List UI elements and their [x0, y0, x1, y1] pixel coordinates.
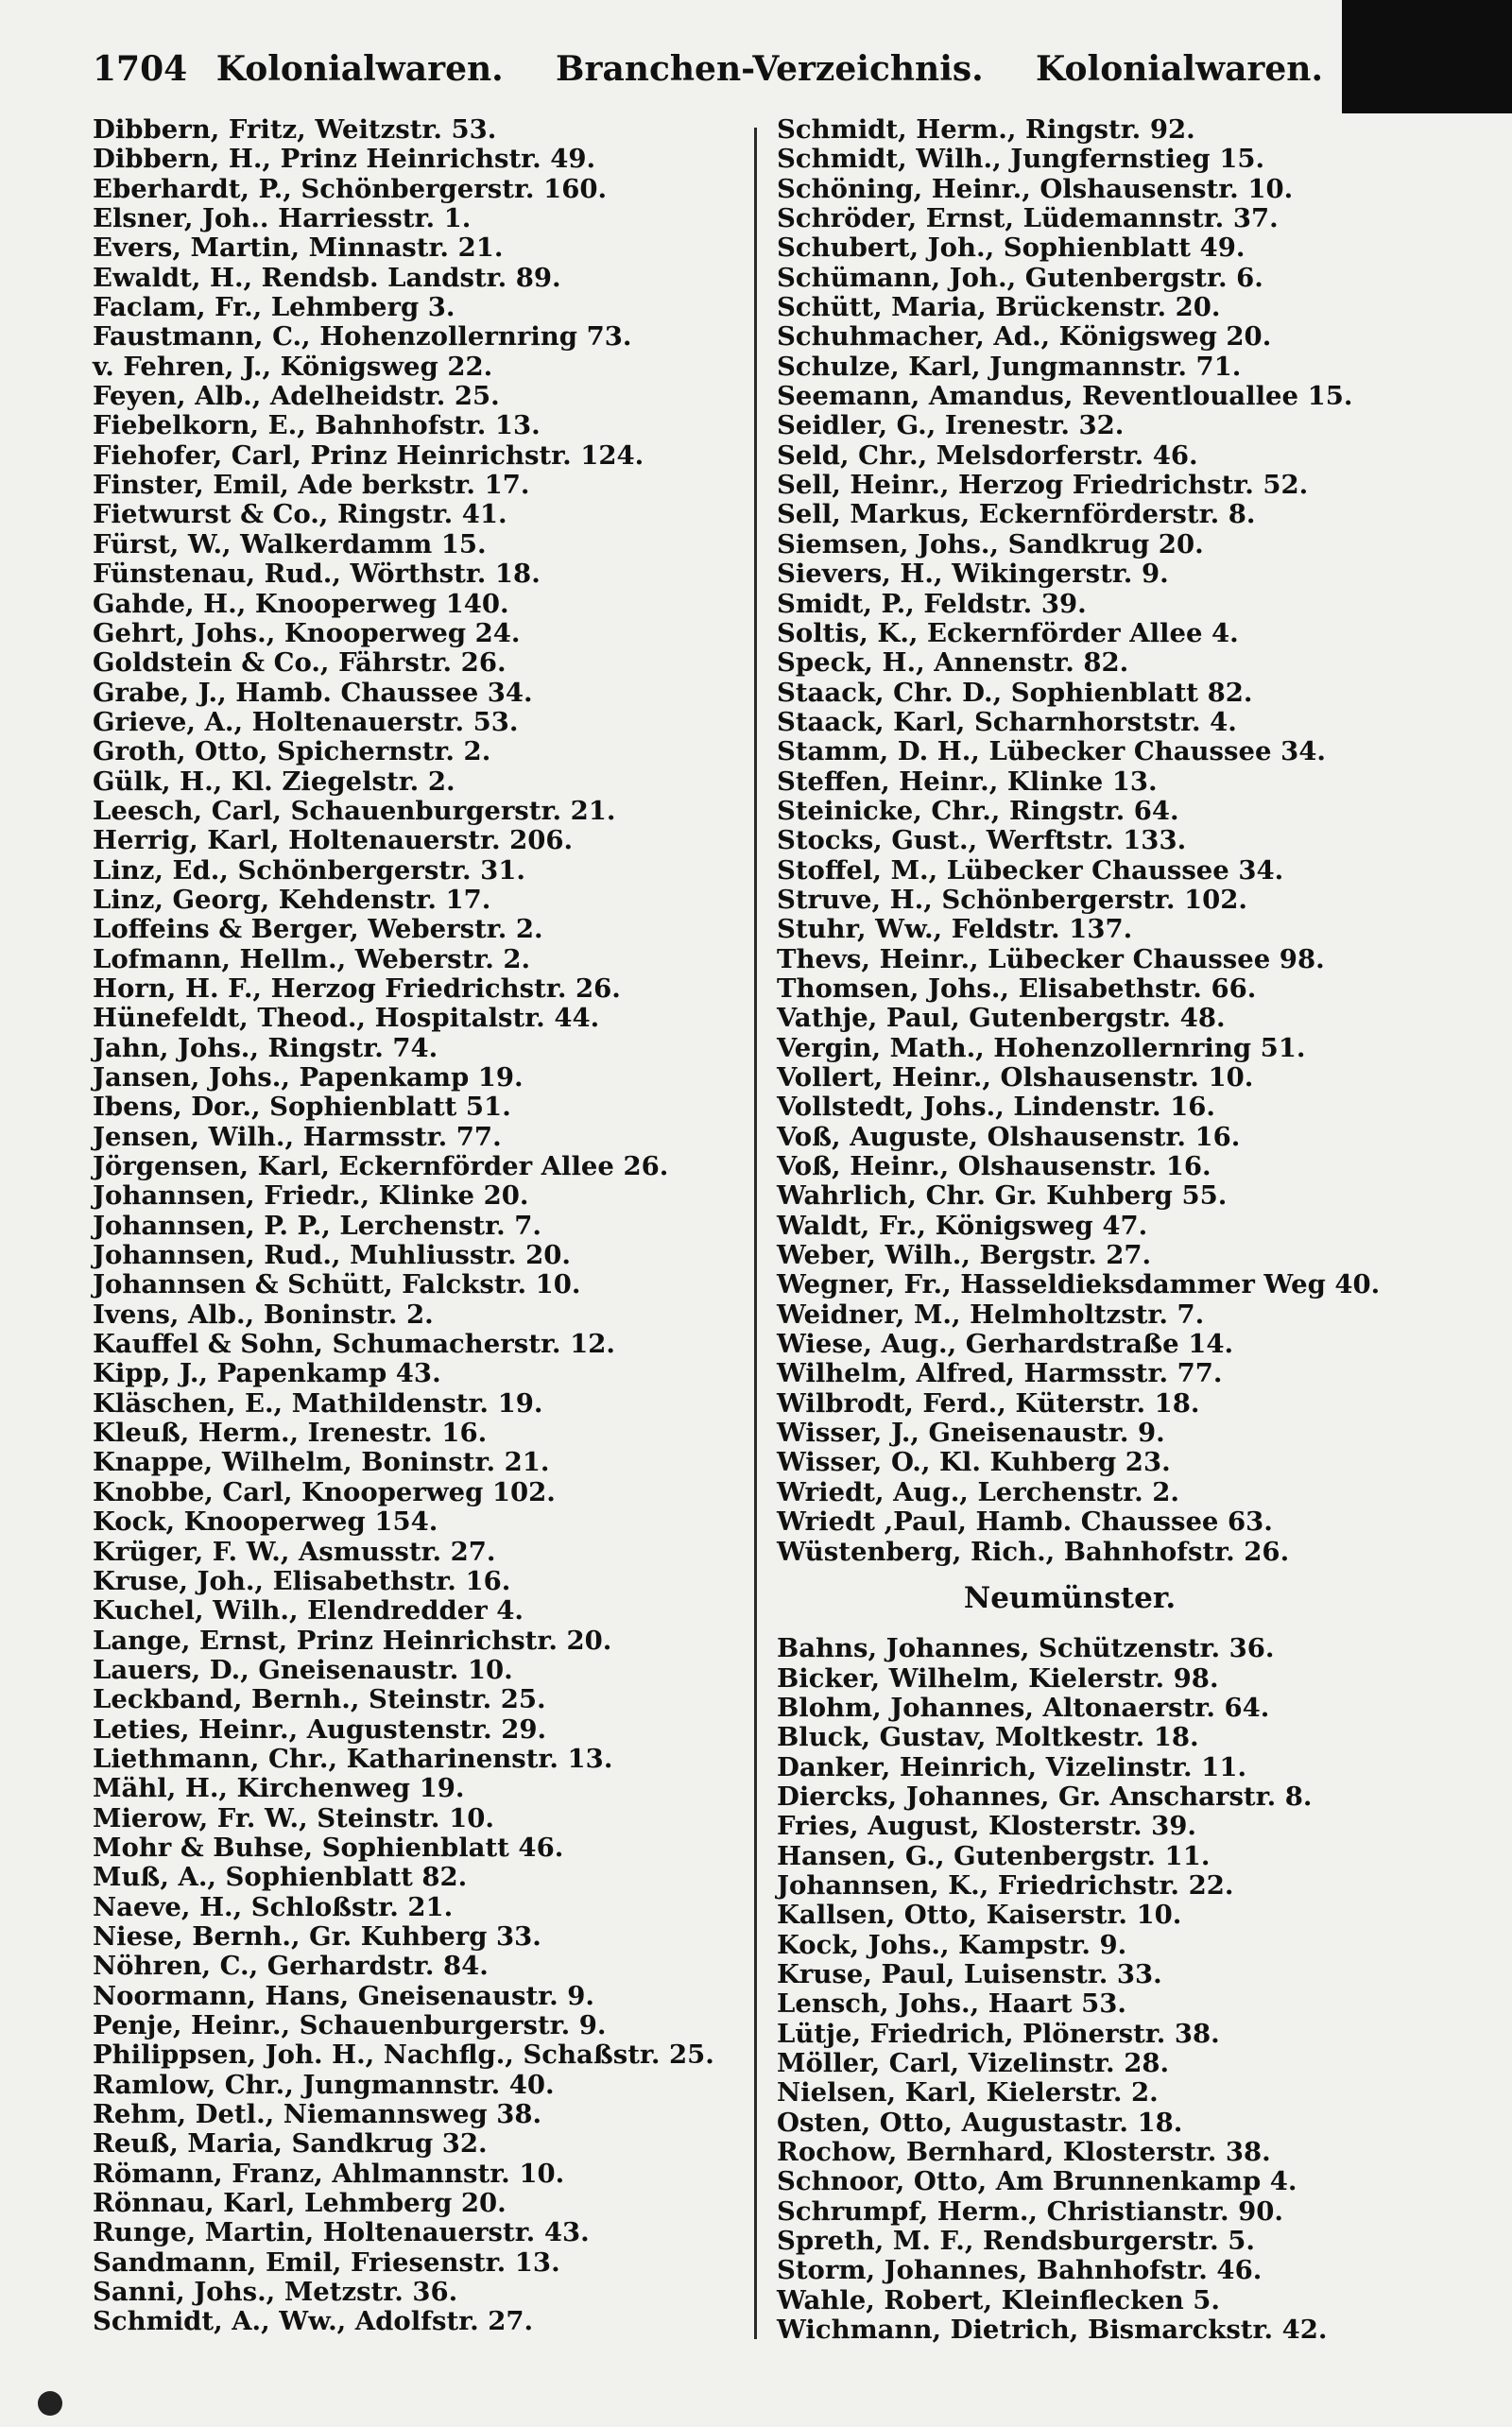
directory-entry: Soltis, K., Eckernförder Allee 4. [777, 617, 1239, 648]
directory-entry: Rehm, Detl., Niemannsweg 38. [93, 2099, 542, 2130]
directory-entry: Kuchel, Wilh., Elendredder 4. [93, 1595, 524, 1627]
directory-entry: Goldstein & Co., Fährstr. 26. [93, 647, 507, 679]
directory-entry: Jörgensen, Karl, Eckernförder Allee 26. [93, 1151, 669, 1182]
directory-entry: Knobbe, Carl, Knooperweg 102. [93, 1476, 556, 1507]
directory-entry: Rönnau, Karl, Lehmberg 20. [93, 2188, 507, 2219]
directory-entry: Schmidt, A., Ww., Adolfstr. 27. [93, 2306, 534, 2337]
directory-entry: Gülk, H., Kl. Ziegelstr. 2. [93, 766, 455, 797]
directory-entry: Schöning, Heinr., Olshausenstr. 10. [777, 173, 1294, 204]
directory-entry: Wilhelm, Alfred, Harmsstr. 77. [777, 1358, 1223, 1389]
directory-entry: Schütt, Maria, Brückenstr. 20. [777, 292, 1221, 323]
directory-entry: Ramlow, Chr., Jungmannstr. 40. [93, 2069, 555, 2100]
directory-entry: Wisser, O., Kl. Kuhberg 23. [777, 1447, 1171, 1478]
directory-entry: Wriedt, Aug., Lerchenstr. 2. [777, 1476, 1179, 1507]
directory-entry: Schulze, Karl, Jungmannstr. 71. [777, 351, 1242, 382]
directory-entry: Niese, Bernh., Gr. Kuhberg 33. [93, 1920, 541, 1952]
directory-entry: Seld, Chr., Melsdorferstr. 46. [777, 439, 1198, 471]
directory-entry: Schubert, Joh., Sophienblatt 49. [777, 232, 1246, 264]
directory-entry: Grabe, J., Hamb. Chaussee 34. [93, 677, 533, 708]
directory-entry: Philippsen, Joh. H., Nachflg., Schaßstr. 25. [93, 2040, 714, 2071]
directory-entry: Elsner, Joh.. Harriesstr. 1. [93, 203, 472, 234]
directory-entry: Struve, H., Schönbergerstr. 102. [777, 884, 1248, 915]
directory-entry: Smidt, P., Feldstr. 39. [777, 588, 1087, 619]
directory-entry: Herrig, Karl, Holtenauerstr. 206. [93, 825, 574, 856]
header-left [93, 49, 504, 89]
directory-entry: Groth, Otto, Spichernstr. 2. [93, 736, 491, 767]
column-divider [754, 128, 757, 2339]
directory-entry: Römann, Franz, Ahlmannstr. 10. [93, 2158, 565, 2189]
directory-entry: Naeve, H., Schloßstr. 21. [93, 1891, 454, 1922]
directory-entry: Gahde, H., Knooperweg 140. [93, 588, 509, 619]
directory-entry: Nöhren, C., Gerhardstr. 84. [93, 1951, 489, 1982]
directory-entry: Reuß, Maria, Sandkrug 32. [93, 2128, 488, 2160]
scan-edge [1342, 0, 1512, 113]
directory-entry: Wüstenberg, Rich., Bahnhofstr. 26. [777, 1536, 1290, 1567]
directory-entry: Johannsen, Rud., Muhliusstr. 20. [93, 1240, 572, 1271]
directory-entry: Kock, Johs., Kampstr. 9. [777, 1929, 1127, 1960]
directory-entry: Rochow, Bernhard, Klosterstr. 38. [777, 2137, 1271, 2168]
directory-entry: Mähl, H., Kirchenweg 19. [93, 1773, 465, 1804]
directory-entry: Steinicke, Chr., Ringstr. 64. [777, 795, 1179, 826]
directory-entry: Fünstenau, Rud., Wörthstr. 18. [93, 559, 541, 590]
directory-entry: Voß, Heinr., Olshausenstr. 16. [777, 1151, 1211, 1182]
directory-entry: Lange, Ernst, Prinz Heinrichstr. 20. [93, 1625, 612, 1656]
directory-entry: Nielsen, Karl, Kielerstr. 2. [777, 2077, 1159, 2109]
directory-entry: Thomsen, Johs., Elisabethstr. 66. [777, 973, 1257, 1004]
directory-entry: Gehrt, Johs., Knooperweg 24. [93, 617, 521, 648]
directory-entry: Leckband, Bernh., Steinstr. 25. [93, 1684, 546, 1715]
directory-entry: Finster, Emil, Ade berkstr. 17. [93, 470, 530, 501]
directory-entry: Ibens, Dor., Sophienblatt 51. [93, 1092, 511, 1123]
directory-entry: Schuhmacher, Ad., Königsweg 20. [777, 321, 1272, 353]
directory-entry: Weber, Wilh., Bergstr. 27. [777, 1240, 1152, 1271]
directory-entry: Knappe, Wilhelm, Boninstr. 21. [93, 1447, 550, 1478]
directory-entry: Kauffel & Sohn, Schumacherstr. 12. [93, 1329, 615, 1360]
directory-entry: Storm, Johannes, Bahnhofstr. 46. [777, 2255, 1263, 2286]
directory-entry: Bicker, Wilhelm, Kielerstr. 98. [777, 1662, 1219, 1694]
directory-entry: Vergin, Math., Hohenzollernring 51. [777, 1032, 1306, 1063]
directory-entry: Vathje, Paul, Gutenbergstr. 48. [777, 1003, 1226, 1034]
directory-entry: Linz, Georg, Kehdenstr. 17. [93, 884, 491, 915]
directory-entry: Seidler, G., Irenestr. 32. [777, 410, 1125, 441]
directory-entry: Sell, Heinr., Herzog Friedrichstr. 52. [777, 470, 1309, 501]
neumuenster-entries [777, 1634, 1363, 2345]
directory-entry: Wisser, J., Gneisenaustr. 9. [777, 1418, 1165, 1449]
directory-entry: v. Fehren, J., Königsweg 22. [93, 351, 493, 382]
left-column [93, 115, 754, 2337]
directory-entry: Wiese, Aug., Gerhardstraße 14. [777, 1329, 1234, 1360]
directory-entry: Kruse, Joh., Elisabethstr. 16. [93, 1565, 511, 1596]
directory-entry: Grieve, A., Holtenauerstr. 53. [93, 706, 519, 737]
directory-entry: Kock, Knooperweg 154. [93, 1506, 438, 1538]
directory-entry: Faustmann, C., Hohenzollernring 73. [93, 321, 632, 353]
directory-entry: Fries, August, Klosterstr. 39. [777, 1811, 1196, 1842]
directory-entry: Spreth, M. F., Rendsburgerstr. 5. [777, 2226, 1255, 2257]
directory-entry: Sanni, Johs., Metzstr. 36. [93, 2277, 458, 2308]
directory-entry: Staack, Chr. D., Sophienblatt 82. [777, 677, 1253, 708]
directory-entry: Liethmann, Chr., Katharinenstr. 13. [93, 1743, 613, 1774]
right-column [777, 114, 1381, 2346]
directory-entry: Muß, A., Sophienblatt 82. [93, 1862, 468, 1893]
directory-entry: Schröder, Ernst, Lüdemannstr. 37. [777, 203, 1279, 234]
directory-entry: Kleuß, Herm., Irenestr. 16. [93, 1418, 488, 1449]
directory-entry: Jensen, Wilh., Harmsstr. 77. [93, 1121, 502, 1152]
header-center-title: Branchen-Verzeichnis. [556, 49, 984, 89]
directory-entry: Danker, Heinrich, Vizelinstr. 11. [777, 1751, 1247, 1782]
directory-entry: Bahns, Johannes, Schützenstr. 36. [777, 1633, 1275, 1664]
directory-entry: Bluck, Gustav, Moltkestr. 18. [777, 1722, 1199, 1753]
directory-entry: Voß, Auguste, Olshausenstr. 16. [777, 1121, 1241, 1152]
directory-entry: Mohr & Buhse, Sophienblatt 46. [93, 1832, 564, 1863]
directory-entry: Stoffel, M., Lübecker Chaussee 34. [777, 854, 1284, 886]
right-column-entries [777, 114, 1381, 1567]
directory-entry: Steffen, Heinr., Klinke 13. [777, 766, 1158, 797]
directory-entry: Kipp, J., Papenkamp 43. [93, 1358, 441, 1389]
directory-entry: Siemsen, Johs., Sandkrug 20. [777, 528, 1204, 559]
directory-entry: Sievers, H., Wikingerstr. 9. [777, 559, 1169, 590]
directory-entry: Wriedt ,Paul, Hamb. Chaussee 63. [777, 1506, 1273, 1538]
directory-entry: Loffeins & Berger, Weberstr. 2. [93, 914, 543, 945]
directory-entry: Seemann, Amandus, Reventlouallee 15. [777, 381, 1353, 412]
directory-entry: Ivens, Alb., Boninstr. 2. [93, 1299, 434, 1330]
directory-entry: Fiebelkorn, E., Bahnhofstr. 13. [93, 410, 541, 441]
directory-entry: Lauers, D., Gneisenaustr. 10. [93, 1654, 513, 1685]
ink-spot [38, 2391, 62, 2416]
directory-entry: Dibbern, Fritz, Weitzstr. 53. [93, 114, 497, 145]
directory-entry: Schrumpf, Herm., Christianstr. 90. [777, 2195, 1283, 2227]
directory-entry: Hansen, G., Gutenbergstr. 11. [777, 1840, 1211, 1871]
directory-entry: Osten, Otto, Augustastr. 18. [777, 2107, 1183, 2138]
directory-entry: Waldt, Fr., Königsweg 47. [777, 1210, 1148, 1241]
directory-entry: Weidner, M., Helmholtzstr. 7. [777, 1299, 1205, 1330]
directory-entry: Penje, Heinr., Schauenburgerstr. 9. [93, 2010, 607, 2040]
directory-entry: Schümann, Joh., Gutenbergstr. 6. [777, 262, 1263, 293]
directory-entry: Fürst, W., Walkerdamm 15. [93, 528, 487, 559]
directory-entry: Vollstedt, Johs., Lindenstr. 16. [777, 1092, 1215, 1123]
directory-entry: Runge, Martin, Holtenauerstr. 43. [93, 2217, 590, 2248]
directory-entry: Kallsen, Otto, Kaiserstr. 10. [777, 1900, 1182, 1931]
section-heading: Neumünster. [963, 1580, 1177, 1615]
directory-entry: Schmidt, Herm., Ringstr. 92. [777, 114, 1195, 145]
directory-entry: Lofmann, Hellm., Weberstr. 2. [93, 943, 531, 974]
directory-entry: Eberhardt, P., Schönbergerstr. 160. [93, 173, 608, 204]
directory-entry: Vollert, Heinr., Olshausenstr. 10. [777, 1062, 1254, 1093]
directory-entry: Noormann, Hans, Gneisenaustr. 9. [93, 1980, 594, 2011]
directory-entry: Schmidt, Wilh., Jungfernstieg 15. [777, 144, 1265, 175]
page-number: 1704 [93, 49, 188, 89]
directory-entry: Feyen, Alb., Adelheidstr. 25. [93, 381, 500, 412]
directory-entry: Horn, H. F., Herzog Friedrichstr. 26. [93, 973, 621, 1004]
directory-entry: Ewaldt, H., Rendsb. Landstr. 89. [93, 262, 561, 293]
directory-entry: Linz, Ed., Schönbergerstr. 31. [93, 854, 525, 886]
directory-entry: Wahrlich, Chr. Gr. Kuhberg 55. [777, 1180, 1228, 1212]
directory-entry: Speck, H., Annenstr. 82. [777, 647, 1129, 679]
directory-entry: Dibbern, H., Prinz Heinrichstr. 49. [93, 144, 596, 175]
directory-entry: Leesch, Carl, Schauenburgerstr. 21. [93, 795, 616, 826]
directory-entry: Leties, Heinr., Augustenstr. 29. [93, 1713, 547, 1745]
directory-entry: Blohm, Johannes, Altonaerstr. 64. [777, 1692, 1270, 1723]
directory-entry: Lensch, Johs., Haart 53. [777, 1988, 1126, 2020]
directory-entry: Thevs, Heinr., Lübecker Chaussee 98. [777, 943, 1325, 974]
directory-entry: Fietwurst & Co., Ringstr. 41. [93, 499, 507, 530]
directory-entry: Fiehofer, Carl, Prinz Heinrichstr. 124. [93, 439, 644, 471]
directory-entry: Wichmann, Dietrich, Bismarckstr. 42. [777, 2315, 1328, 2346]
directory-entry: Sandmann, Emil, Friesenstr. 13. [93, 2246, 560, 2278]
header-left-title: Kolonialwaren. [215, 49, 504, 89]
page-header [93, 49, 1323, 106]
directory-entry: Kruse, Paul, Luisenstr. 33. [777, 1958, 1162, 1989]
directory-entry: Lütje, Friedrich, Plönerstr. 38. [777, 2018, 1220, 2049]
directory-entry: Faclam, Fr., Lehmberg 3. [93, 292, 455, 323]
directory-entry: Staack, Karl, Scharnhorststr. 4. [777, 706, 1237, 737]
directory-entry: Johannsen, P. P., Lerchenstr. 7. [93, 1210, 541, 1241]
directory-entry: Stuhr, Ww., Feldstr. 137. [777, 914, 1133, 945]
directory-entry: Schnoor, Otto, Am Brunnenkamp 4. [777, 2166, 1297, 2197]
directory-entry: Stamm, D. H., Lübecker Chaussee 34. [777, 736, 1326, 767]
directory-entry: Diercks, Johannes, Gr. Anscharstr. 8. [777, 1781, 1313, 1812]
directory-entry: Hünefeldt, Theod., Hospitalstr. 44. [93, 1003, 600, 1034]
directory-entry: Wegner, Fr., Hasseldieksdammer Weg 40. [777, 1269, 1381, 1300]
directory-entry: Johannsen, Friedr., Klinke 20. [93, 1180, 529, 1212]
directory-entry: Wilbrodt, Ferd., Küterstr. 18. [777, 1387, 1200, 1419]
directory-entry: Krüger, F. W., Asmusstr. 27. [93, 1536, 496, 1567]
directory-entry: Mierow, Fr. W., Steinstr. 10. [93, 1802, 494, 1833]
directory-entry: Evers, Martin, Minnastr. 21. [93, 232, 504, 264]
directory-entry: Johannsen & Schütt, Falckstr. 10. [93, 1269, 581, 1300]
directory-entry: Jahn, Johs., Ringstr. 74. [93, 1032, 438, 1063]
directory-entry: Sell, Markus, Eckernförderstr. 8. [777, 499, 1256, 530]
directory-entry: Johannsen, K., Friedrichstr. 22. [777, 1869, 1234, 1901]
directory-entry: Möller, Carl, Vizelinstr. 28. [777, 2048, 1170, 2078]
directory-entry: Kläschen, E., Mathildenstr. 19. [93, 1387, 543, 1419]
directory-entry: Wahle, Robert, Kleinflecken 5. [777, 2284, 1221, 2315]
header-right-title: Kolonialwaren. [1036, 49, 1323, 89]
directory-entry: Jansen, Johs., Papenkamp 19. [93, 1062, 524, 1093]
directory-entry: Stocks, Gust., Werftstr. 133. [777, 825, 1187, 856]
